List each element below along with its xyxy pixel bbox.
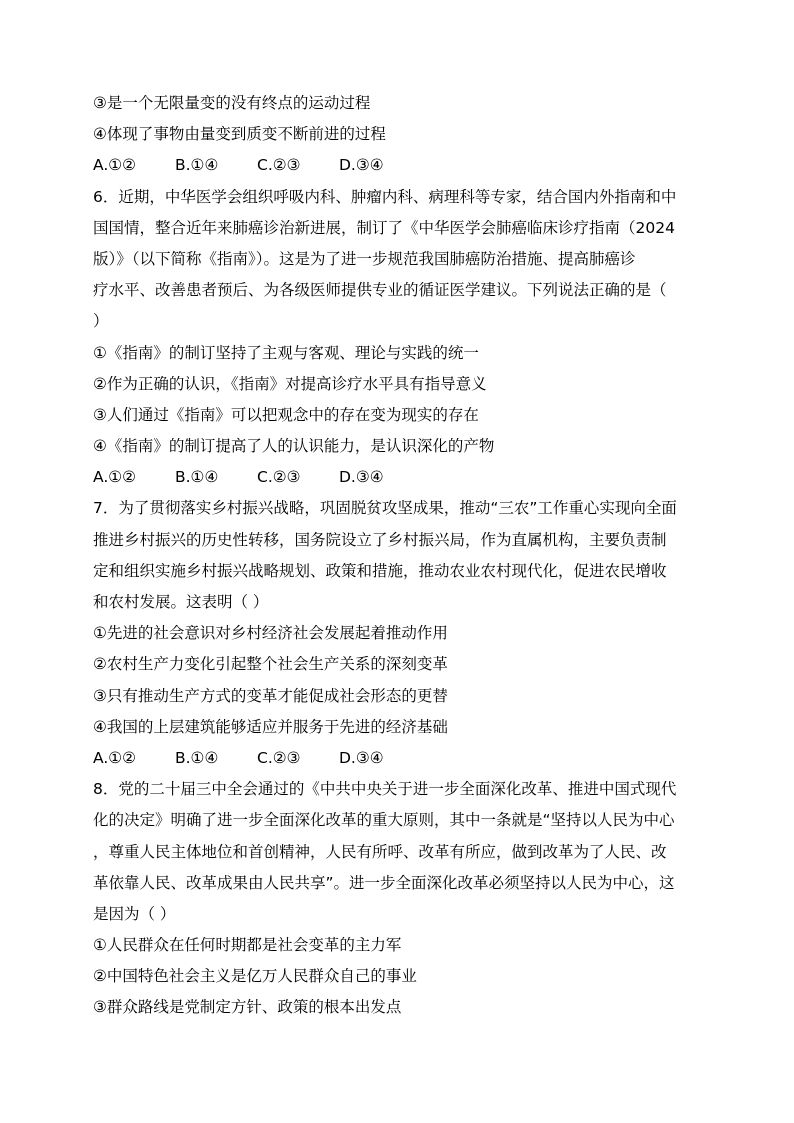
q7-option-b: B.①④ (175, 748, 219, 767)
q7-statement-2: ②农村生产力变化引起整个社会生产关系的深刻变革 (93, 655, 448, 674)
q6-stem-line: 版）》（以下简称《指南》）。这是为了进一步规范我国肺癌防治措施、提高肺癌诊 (93, 249, 636, 268)
q6-stem-line: 国国情，整合近年来肺癌诊治新进展，制订了《中华医学会肺癌临床诊疗指南（2024 (93, 218, 675, 237)
q6-option-d: D.③④ (339, 468, 384, 487)
q7-statement-3: ③只有推动生产方式的变革才能促成社会形态的更替 (93, 686, 448, 705)
q6-statement-4: ④《指南》的制订提高了人的认识能力，是认识深化的产物 (93, 437, 495, 456)
q8-stem-line: 革依靠人民、改革成果由人民共享”。进一步全面深化改革必须坚持以人民为中心，这 (93, 873, 675, 892)
q6-statement-2: ②作为正确的认识，《指南》对提高诊疗水平具有指导意义 (93, 374, 487, 393)
q6-option-c: C.②③ (257, 468, 301, 487)
q5-option-a: A.①② (93, 156, 137, 175)
q7-option-a: A.①② (93, 748, 137, 767)
q6-stem-line: 疗水平、改善患者预后、为各级医师提供专业的循证医学建议。下列说法正确的是（ (93, 281, 667, 300)
q8-statement-1: ①人民群众在任何时期都是社会变革的主力军 (93, 936, 402, 955)
q7-statement-4: ④我国的上层建筑能够适应并服务于先进的经济基础 (93, 717, 448, 736)
q7-option-c: C.②③ (257, 748, 301, 767)
q7-stem-line: 7．为了贯彻落实乡村振兴战略，巩固脱贫攻坚成果，推动“三农”工作重心实现向全面 (93, 499, 677, 518)
q8-statement-2: ②中国特色社会主义是亿万人民群众自己的事业 (93, 967, 417, 986)
q8-stem-line: 化的决定》明确了进一步全面深化改革的重大原则，其中一条就是“坚持以人民为中心 (93, 811, 675, 830)
q8-stem-line: 是因为（ ） (93, 904, 176, 923)
q6-option-b: B.①④ (175, 468, 219, 487)
q7-statement-1: ①先进的社会意识对乡村经济社会发展起着推动作用 (93, 624, 448, 643)
q6-stem-line: ） (93, 312, 109, 331)
q8-stem-line: 8．党的二十届三中全会通过的《中共中央关于进一步全面深化改革、推进中国式现代 (93, 780, 677, 799)
q5-option-b: B.①④ (175, 156, 219, 175)
q7-option-d: D.③④ (339, 748, 384, 767)
document-page (93, 88, 705, 1024)
q5-statement-3: ③是一个无限量变的没有终点的运动过程 (93, 94, 371, 112)
q7-stem-line: 定和组织实施乡村振兴战略规划、政策和措施，推动农业农村现代化，促进农民增收 (93, 561, 667, 580)
q5-option-c: C.②③ (257, 156, 301, 175)
q6-options (93, 462, 705, 493)
q5-options (93, 150, 705, 181)
q6-stem-line: 6．近期，中华医学会组织呼吸内科、肿瘤内科、病理科等专家，结合国内外指南和中 (93, 187, 677, 206)
q8-stem-line: ，尊重人民主体地位和首创精神，人民有所呼、改革有所应，做到改革为了人民、改 (93, 842, 667, 861)
q6-statement-3: ③人们通过《指南》可以把观念中的存在变为现实的存在 (93, 405, 479, 424)
q5-statement-4: ④体现了事物由量变到质变不断前进的过程 (93, 125, 386, 144)
q7-options (93, 743, 705, 774)
q5-option-d: D.③④ (339, 156, 384, 175)
q6-statement-1: ①《指南》的制订坚持了主观与客观、理论与实践的统一 (93, 343, 479, 362)
q7-stem-line: 和农村发展。这表明（ ） (93, 593, 269, 611)
q8-statement-3: ③群众路线是党制定方针、政策的根本出发点 (93, 998, 402, 1017)
q7-stem-line: 推进乡村振兴的历史性转移，国务院设立了乡村振兴局，作为直属机构，主要负责制 (93, 530, 667, 549)
q6-option-a: A.①② (93, 468, 137, 487)
